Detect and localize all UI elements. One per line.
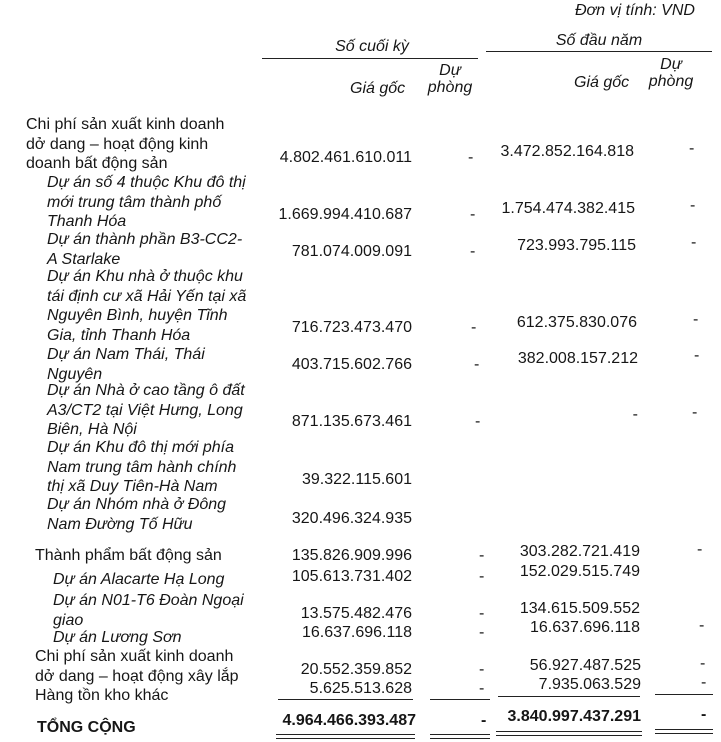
subtotal-rule-closing-provision bbox=[430, 699, 490, 700]
header-opening-rule bbox=[486, 51, 712, 52]
total-closing-cost: 4.964.466.393.487 bbox=[282, 712, 416, 729]
closing-provision: - bbox=[471, 319, 477, 336]
closing-provision: - bbox=[470, 206, 476, 223]
header-closing-provision-2: phòng bbox=[427, 79, 473, 96]
row-label: Dự án thành phần B3-CC2- A Starlake bbox=[47, 231, 243, 268]
opening-provision: - bbox=[700, 655, 706, 672]
opening-cost: 612.375.830.076 bbox=[516, 314, 637, 331]
opening-provision: - bbox=[697, 541, 703, 558]
row-label: Dự án số 4 thuộc Khu đô thị mới trung tâm thành phố Thanh Hóa bbox=[47, 174, 246, 230]
opening-provision: - bbox=[691, 234, 697, 251]
closing-cost: 5.625.513.628 bbox=[309, 680, 412, 697]
row-label: Dự án N01-T6 Đoàn Ngoại giao bbox=[53, 592, 244, 629]
header-closing: Số cuối kỳ bbox=[335, 38, 409, 55]
total-double-rule-closing-provision bbox=[430, 734, 490, 739]
opening-cost: 1.754.474.382.415 bbox=[501, 200, 635, 217]
closing-cost: 16.637.696.118 bbox=[301, 624, 412, 641]
row-label: Dự án Nam Thái, Thái Nguyên bbox=[47, 346, 205, 383]
row-label: Dự án Alacarte Hạ Long bbox=[53, 571, 225, 588]
closing-cost: 39.322.115.601 bbox=[301, 471, 412, 488]
header-closing-rule bbox=[262, 58, 478, 59]
opening-cost: 134.615.509.552 bbox=[519, 600, 640, 617]
closing-cost: 20.552.359.852 bbox=[300, 661, 412, 678]
opening-cost: 7.935.063.529 bbox=[538, 676, 641, 693]
opening-provision: - bbox=[693, 311, 699, 328]
row-label: Chi phí sản xuất kinh doanh dở dang – hoạt động kinh doanh bất động sản bbox=[26, 116, 225, 172]
opening-provision: - bbox=[694, 347, 700, 364]
unit-note: Đơn vị tính: VND bbox=[575, 2, 695, 19]
closing-provision: - bbox=[479, 547, 485, 564]
opening-cost: 303.282.721.419 bbox=[519, 543, 640, 560]
closing-provision: - bbox=[475, 413, 481, 430]
header-closing-cost: Giá gốc bbox=[350, 80, 406, 97]
header-opening-provision-1: Dự bbox=[660, 56, 682, 73]
row-label: Dự án Nhà ở cao tầng ô đất A3/CT2 tại Việt Hưng, Long Biên, Hà Nội bbox=[47, 382, 245, 438]
closing-provision: - bbox=[474, 356, 480, 373]
opening-cost: 3.472.852.164.818 bbox=[500, 143, 634, 160]
opening-cost: 152.029.515.749 bbox=[519, 563, 640, 580]
closing-cost: 320.496.324.935 bbox=[291, 510, 412, 527]
row-label: Hàng tồn kho khác bbox=[35, 687, 169, 704]
total-double-rule-opening-cost bbox=[496, 731, 642, 736]
opening-cost: - bbox=[632, 406, 638, 423]
closing-provision: - bbox=[479, 661, 485, 678]
total-label: TỔNG CỘNG bbox=[37, 719, 136, 736]
closing-cost: 135.826.909.996 bbox=[291, 547, 412, 564]
opening-provision: - bbox=[701, 674, 707, 691]
subtotal-rule-closing-cost bbox=[278, 699, 413, 700]
header-opening: Số đầu năm bbox=[555, 32, 643, 49]
row-label: Dự án Khu đô thị mới phía Nam trung tâm hành chính thị xã Duy Tiên-Hà Nam bbox=[47, 439, 237, 495]
closing-provision: - bbox=[479, 568, 485, 585]
closing-provision: - bbox=[479, 624, 485, 641]
header-closing-provision-1: Dự bbox=[439, 62, 461, 79]
opening-provision: - bbox=[690, 197, 696, 214]
row-label: Thành phẩm bất động sản bbox=[35, 547, 222, 564]
opening-provision: - bbox=[689, 140, 695, 157]
closing-cost: 716.723.473.470 bbox=[291, 319, 412, 336]
header-opening-provision-2: phòng bbox=[648, 73, 694, 90]
opening-cost: 56.927.487.525 bbox=[529, 657, 641, 674]
opening-cost: 382.008.157.212 bbox=[517, 350, 638, 367]
row-label: Dự án Khu nhà ở thuộc khu tái định cư xã Hải Yến tại xã Nguyên Bình, huyện Tĩnh Gia, tỉnh Thanh Hóa bbox=[47, 268, 247, 344]
row-label: Dự án Nhóm nhà ở Đông Nam Đường Tố Hữu bbox=[47, 496, 227, 533]
closing-cost: 403.715.602.766 bbox=[291, 356, 412, 373]
row-label: Chi phí sản xuất kinh doanh dở dang – hoạt động xây lắp bbox=[35, 648, 239, 685]
closing-cost: 4.802.461.610.011 bbox=[279, 149, 412, 166]
closing-cost: 105.613.731.402 bbox=[291, 568, 412, 585]
closing-provision: - bbox=[479, 680, 485, 697]
header-opening-cost: Giá gốc bbox=[574, 74, 630, 91]
total-closing-provision: - bbox=[481, 712, 487, 729]
subtotal-rule-opening-provision bbox=[655, 694, 713, 695]
opening-provision: - bbox=[699, 617, 705, 634]
subtotal-rule-opening-cost bbox=[498, 696, 640, 697]
closing-cost: 13.575.482.476 bbox=[300, 605, 412, 622]
closing-cost: 781.074.009.091 bbox=[291, 243, 412, 260]
closing-provision: - bbox=[479, 605, 485, 622]
total-double-rule-closing-cost bbox=[276, 734, 415, 739]
total-opening-cost: 3.840.997.437.291 bbox=[507, 708, 641, 725]
total-opening-provision: - bbox=[701, 706, 707, 723]
closing-cost: 1.669.994.410.687 bbox=[278, 206, 412, 223]
opening-provision: - bbox=[692, 404, 698, 421]
closing-cost: 871.135.673.461 bbox=[291, 413, 412, 430]
opening-cost: 16.637.696.118 bbox=[529, 619, 640, 636]
row-label: Dự án Lương Sơn bbox=[53, 629, 182, 646]
closing-provision: - bbox=[468, 149, 474, 166]
opening-cost: 723.993.795.115 bbox=[517, 237, 636, 254]
total-double-rule-opening-provision bbox=[655, 729, 713, 734]
closing-provision: - bbox=[470, 243, 476, 260]
